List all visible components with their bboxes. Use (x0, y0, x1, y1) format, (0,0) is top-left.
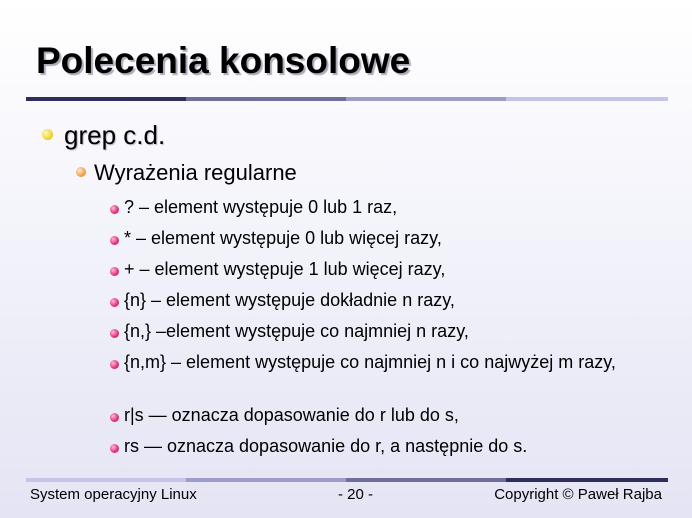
bullet-icon (110, 444, 119, 453)
footer-course-name: System operacyjny Linux (30, 486, 197, 503)
bullet-icon (110, 413, 119, 422)
slide-title: Polecenia konsolowe (36, 40, 411, 81)
bullet-icon (110, 267, 119, 276)
footer-page-number: - 20 - (338, 486, 374, 503)
list-item: rs — oznacza dopasowanie do r, a następnie do s. (124, 436, 528, 456)
list-item: + – element występuje 1 lub więcej razy, (124, 259, 446, 279)
bullet-icon (110, 360, 119, 369)
list-item: ? – element występuje 0 lub 1 raz, (124, 197, 398, 217)
bullet-icon (76, 167, 86, 177)
bullet-level2: Wyrażenia regularne (94, 160, 297, 185)
bullet-level1: grep c.d. (64, 120, 166, 150)
bullet-icon (110, 205, 119, 214)
list-item: {n,m} – element występuje co najmniej n i co najwyżej m razy, (124, 352, 616, 372)
footer-divider (26, 478, 668, 482)
bullet-icon (110, 329, 119, 338)
bullet-icon (110, 236, 119, 245)
title-divider (26, 97, 668, 101)
list-item: r|s — oznacza dopasowanie do r lub do s, (124, 405, 459, 425)
list-item: {n,} –element występuje co najmniej n razy, (124, 321, 469, 341)
list-item: * – element występuje 0 lub więcej razy, (124, 228, 442, 248)
footer-copyright: Copyright © Paweł Rajba (494, 486, 662, 503)
bullet-icon (110, 298, 119, 307)
bullet-icon (42, 129, 53, 140)
list-item: {n} – element występuje dokładnie n razy, (124, 290, 455, 310)
